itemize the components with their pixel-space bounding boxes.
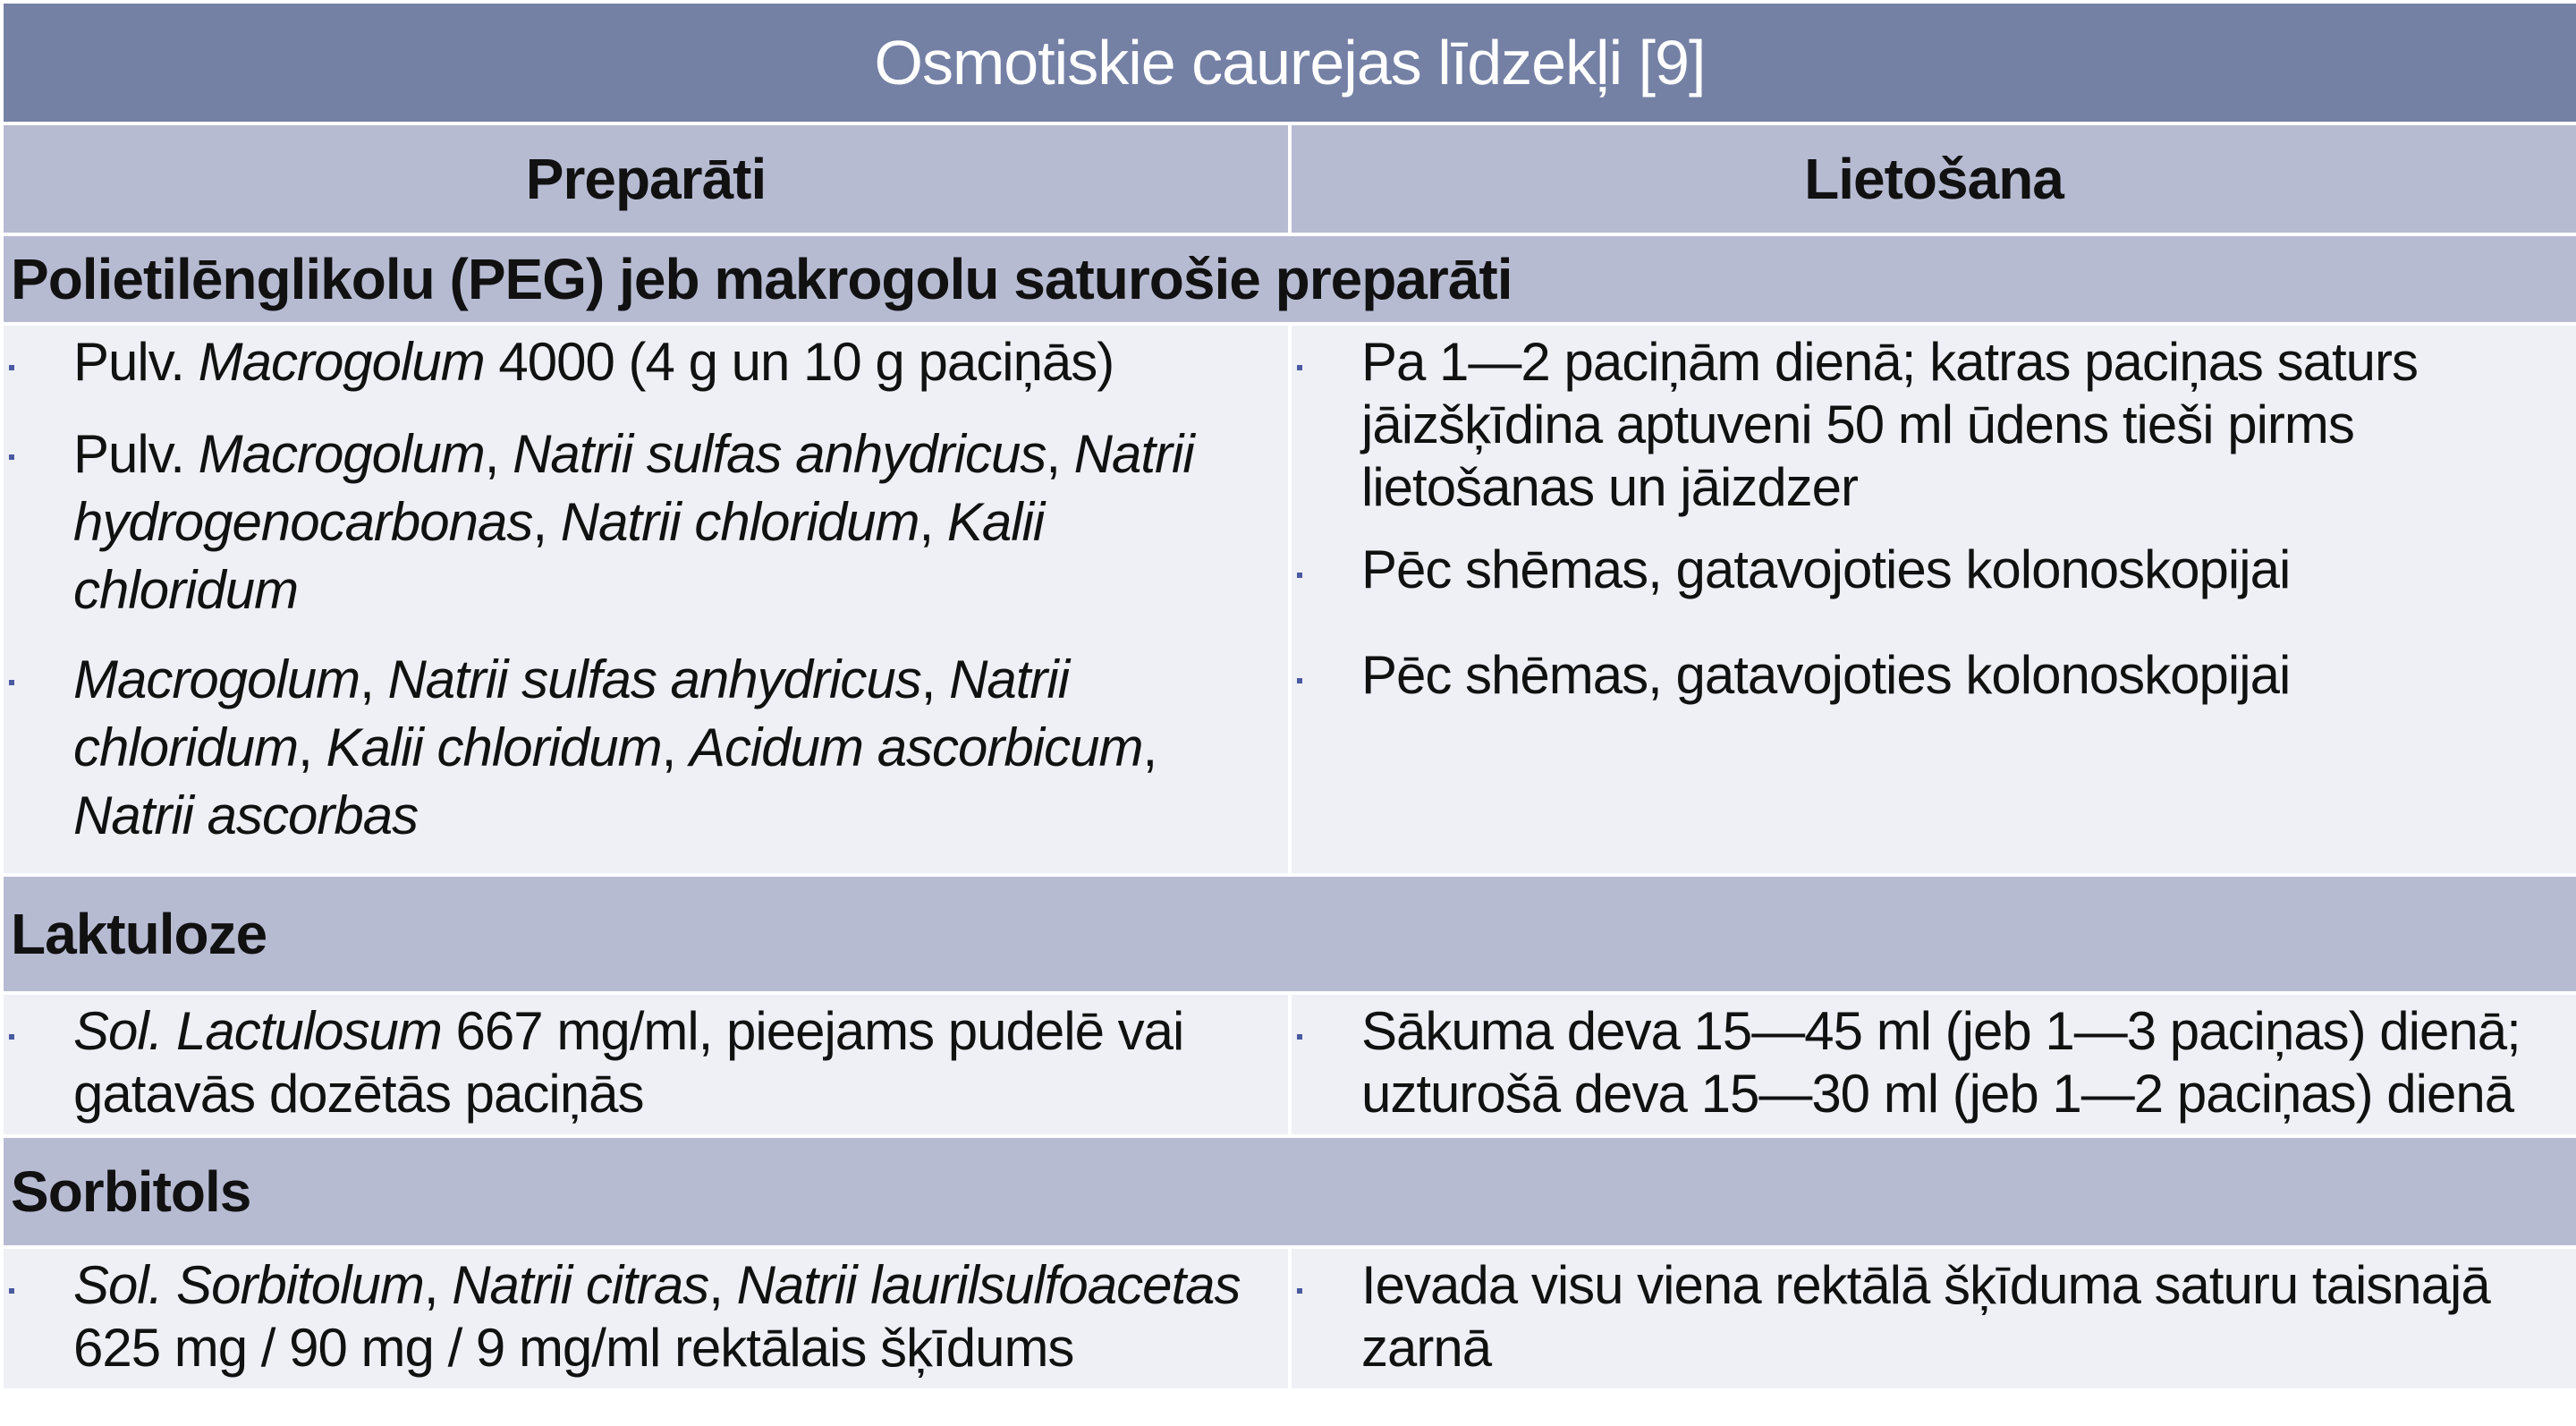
list-item — [4, 420, 1288, 624]
table-title: Osmotiskie caurejas līdzekļi [9] — [2, 2, 2576, 123]
item-text — [1361, 1255, 2490, 1378]
column-header-lietosana: Lietošana — [1290, 123, 2576, 234]
text-run: Pulv. — [73, 424, 199, 484]
section-body-row-peg — [2, 324, 2576, 875]
section-row-sorbitols — [2, 1136, 2576, 1247]
text-run: Pēc shēmas, gatavojoties kolonoskopijai — [1361, 539, 2291, 599]
usage-cell — [1290, 1247, 2576, 1390]
item-text — [73, 1255, 1240, 1378]
bullet-icon — [1297, 1288, 1302, 1294]
latin-name: Macrogolum — [73, 649, 360, 709]
text-run: Pulv. — [73, 332, 199, 392]
text-run: 625 mg / 90 mg / 9 mg/ml rektālais šķīdums — [73, 1318, 1074, 1378]
latin-name: Kalii chloridum — [73, 492, 1045, 620]
list-item — [1292, 1000, 2576, 1125]
list-item — [4, 1000, 1288, 1125]
bullet-icon — [9, 1034, 14, 1040]
usage-cell — [1290, 993, 2576, 1136]
latin-name: Sol. Sorbitolum — [73, 1255, 424, 1315]
list-item — [1292, 1254, 2576, 1379]
latin-name: Natrii citras — [452, 1255, 709, 1315]
section-title: Sorbitols — [2, 1136, 2576, 1247]
text-run: Pēc shēmas, gatavojoties kolonoskopijai — [1361, 645, 2291, 705]
item-text — [1361, 539, 2290, 599]
text-run: Ievada visu viena rektālā šķīduma saturu taisnajā zarnā — [1361, 1255, 2490, 1378]
latin-name: Kalii chloridum — [326, 717, 662, 777]
list-item — [1292, 331, 2576, 519]
text-run: , — [920, 649, 950, 709]
section-body-row-sorbitols — [2, 1247, 2576, 1390]
section-title: Polietilēnglikolu (PEG) jeb makrogolu saturošie preparāti — [2, 234, 2576, 324]
latin-name: Macrogolum — [198, 332, 485, 392]
list-item — [4, 646, 1288, 850]
latin-name: Natrii laurilsulfoacetas — [736, 1255, 1241, 1315]
bullet-icon — [1297, 678, 1302, 683]
latin-name: Macrogolum — [198, 424, 485, 484]
text-run: , — [661, 717, 690, 777]
bullet-icon — [9, 454, 14, 460]
preparations-cell — [2, 993, 1290, 1136]
latin-name: Natrii sulfas anhydricus — [513, 424, 1046, 484]
latin-name: Natrii chloridum — [73, 649, 1070, 777]
bullet-icon — [1297, 365, 1302, 370]
latin-name: Sol. Lactulosum — [73, 1001, 442, 1061]
preparations-cell — [2, 1247, 1290, 1390]
text-run: , — [919, 492, 947, 552]
latin-name: Acidum ascorbicum — [689, 717, 1143, 777]
section-row-laktuloze — [2, 875, 2576, 993]
text-run: Sākuma deva 15—45 ml (jeb 1—3 paciņas) dienā; uzturošā deva 15—30 ml (jeb 1—2 paciņas) dienā — [1361, 1001, 2521, 1124]
preparations-cell — [2, 324, 1290, 875]
list-item — [1292, 539, 2576, 601]
list-item — [4, 331, 1288, 394]
column-header-preparati: Preparāti — [2, 123, 1290, 234]
section-title: Laktuloze — [2, 875, 2576, 993]
item-text — [73, 332, 1114, 392]
text-run: , — [360, 649, 388, 709]
text-run: 667 mg/ml, pieejams pudelē vai gatavās dozētās paciņās — [73, 1001, 1184, 1124]
text-run: , — [423, 1255, 453, 1315]
bullet-icon — [1297, 1034, 1302, 1040]
bullet-icon — [9, 1288, 14, 1294]
text-run: Pa 1—2 paciņām dienā; katras paciņas saturs jāizšķīdina aptuveni 50 ml ūdens tieši pirms lietošanas un jāizdzer — [1361, 332, 2418, 517]
latin-name: Natrii sulfas anhydricus — [387, 649, 921, 709]
item-text — [1361, 332, 2418, 517]
latin-name: Natrii chloridum — [560, 492, 919, 552]
item-text — [73, 1001, 1183, 1124]
latin-name: Natrii hydrogenocarbonas — [73, 424, 1194, 552]
item-text — [1361, 645, 2290, 705]
text-run: , — [298, 717, 326, 777]
header-row — [2, 123, 2576, 234]
item-text — [73, 424, 1194, 620]
section-row-peg — [2, 234, 2576, 324]
section-body-row-laktuloze — [2, 993, 2576, 1136]
latin-name: Natrii ascorbas — [73, 785, 419, 845]
item-text — [1361, 1001, 2521, 1124]
bullet-icon — [9, 365, 14, 370]
table-body — [2, 2, 2576, 1390]
list-item — [4, 1254, 1288, 1379]
text-run: , — [532, 492, 561, 552]
title-row — [2, 2, 2576, 123]
usage-cell — [1290, 324, 2576, 875]
bullet-icon — [9, 680, 14, 685]
text-run: , — [1046, 424, 1074, 484]
list-item — [1292, 644, 2576, 707]
text-run: , — [1142, 717, 1157, 777]
text-run: 4000 (4 g un 10 g paciņās) — [484, 332, 1114, 392]
text-run: , — [484, 424, 513, 484]
bullet-icon — [1297, 573, 1302, 578]
text-run: , — [708, 1255, 737, 1315]
item-text — [73, 649, 1157, 845]
